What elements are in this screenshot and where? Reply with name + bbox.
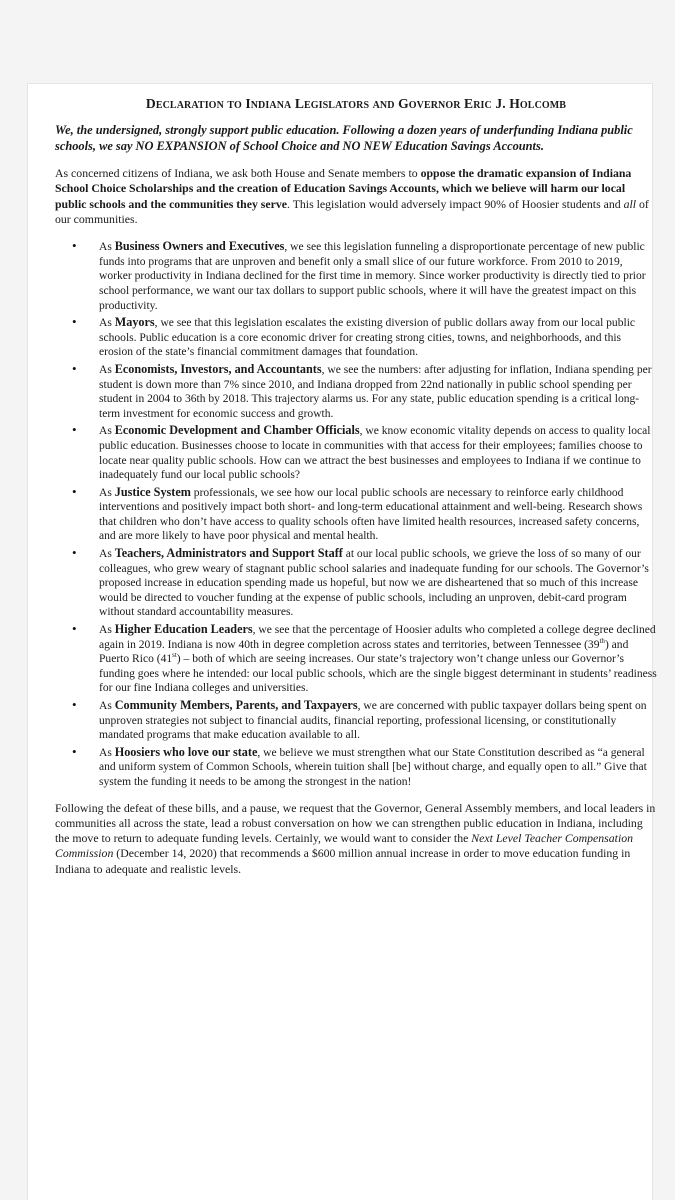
bullet-higher-education [99, 622, 657, 696]
bullet-lead: Economists, Investors, and Accountants [114, 361, 322, 376]
bullet-text: at our local public schools, we grieve the loss of so many of our colleagues, who grew weary of stagnant public school salaries and inadequate funding for our schools. The Governor’s proposed increase in education spending made us hopeful, but now we are disheartened that so much of this increase would be directed to voucher funding at the expense of public schools, including an unproven, debit-card program without standard accountability measures. [99, 548, 649, 619]
bullet-text: , we believe we must strengthen what our State Constitution described as “a general and uniform system of Common Schools, wherein tuition shall [be] without charge, and equally open to all.” Give that system the funding it needs to be among the strongest in the nation! [99, 746, 647, 788]
bullet-lead: Justice System [114, 484, 191, 499]
bullet-list [55, 239, 657, 789]
bullet-justice-system [99, 485, 657, 544]
opening-end: of our communities. [55, 196, 649, 226]
document-content [55, 96, 657, 889]
bullet-text: , we see that this legislation escalates the existing diversion of public dollars away from our local public schools. Public education is a core economic driver for creating strong cities, towns, and neighborhoods, and this erosion of the state’s financial commitment damages that foundation. [99, 317, 636, 359]
bullet-lead: Economic Development and Chamber Officials [114, 423, 360, 438]
closing-start: Following the defeat of these bills, and a pause, we request that the Governor, General Assembly members, and local leaders in communities all across the state, lead a robust conversation on how we can strengthen public education in Indiana, including the move to return to adequate funding levels. Certainly, we would want to consider the [55, 800, 656, 846]
closing-paragraph [55, 801, 657, 877]
bullet-lead: Community Members, Parents, and Taxpayers [114, 698, 358, 712]
closing-italic: Next Level Teacher Compensation Commission [55, 831, 634, 861]
bullet-community-members [99, 698, 657, 743]
bullet-lead: Higher Education Leaders [114, 622, 253, 637]
bullet-prefix: As [99, 548, 115, 561]
bullet-lead: Hoosiers who love our state [114, 744, 258, 759]
bullet-lead: Business Owners and Executives [114, 239, 285, 254]
ordinal-suffix: th [599, 636, 605, 645]
bullet-prefix: As [99, 317, 115, 330]
opening-paragraph [55, 166, 657, 227]
bullet-teachers [99, 546, 657, 620]
closing-end: (December 14, 2020) that recommends a $600 million annual increase in order to move education funding in Indiana to adequate and realistic levels. [55, 846, 631, 876]
bullet-text-b: ) and Puerto Rico (41 [99, 638, 629, 666]
bullet-prefix: As [99, 700, 115, 712]
bullet-text: , we know economic vitality depends on access to quality local public education. Businesses choose to locate in communities with that access for their employees; families choose to locate near quality public schools. How can we attract the best businesses and employees to Indiana if we continue to inadequately fund our local public schools? [99, 425, 651, 482]
bullet-prefix: As [99, 425, 115, 438]
opening-italic: all [623, 196, 637, 211]
document-title: Declaration to Indiana Legislators and Governor Eric J. Holcomb [145, 96, 567, 111]
bullet-economic-development [99, 423, 657, 482]
bullet-text: , we see this legislation funneling a disproportionate percentage of new public funds into programs that are unproven and benefit only a small slice of our future workforce. From 2010 to 2019, worker productivity in Indiana declined for the first time in memory. Since worker productivity is directly tied to prior school performance, we want our tax dollars to support public schools, where it will have the greatest impact on this productivity. [99, 241, 646, 312]
intro-statement: We, the undersigned, strongly support public education. Following a dozen years of underfunding Indiana public schools, we say NO EXPANSION of School Choice and NO NEW Education Savings Accounts. [55, 123, 633, 153]
bullet-hoosiers [99, 745, 657, 790]
bullet-text: , we see the numbers: after adjusting for inflation, Indiana spending per student is down more than 7% since 2010, and Indiana dropped from 22nd nationally in public school spending per student in 2004 to 36th by 2018. This trajectory alarms us. For any state, public education spending is a critical long-term investment for economic success and growth. [99, 363, 652, 420]
bullet-text: professionals, we see how our local public schools are necessary to reinforce early childhood interventions and positively impact both short- and long-term educational attainment and well-being. Research shows that children who don’t have access to quality schools often have limited health resources, increased safety concerns, and are more likely to have poor physical and mental health. [99, 486, 643, 543]
bullet-text-a: , we see that the percentage of Hoosier adults who completed a college degree declined again in 2019. Indiana is now 40th in degree completion across states and territories, between Tennessee (39 [99, 624, 656, 651]
bullet-business-owners [99, 239, 657, 313]
bullet-prefix: As [99, 746, 115, 759]
bullet-prefix: As [99, 363, 115, 376]
bullet-prefix: As [99, 241, 115, 254]
opening-start: As concerned citizens of Indiana, we ask both House and Senate members to [55, 166, 421, 180]
bullet-lead: Teachers, Administrators and Support Staff [114, 546, 343, 561]
bullet-text-c: ) – both of which are seeing increases. Our state’s trajectory won’t change unless our Governor’s funding goes where he intended: our local public schools, which are the single biggest determinant in students’ readiness for our fine Indiana colleges and universities. [99, 653, 657, 695]
bullet-mayors [99, 315, 657, 360]
bullet-prefix: As [99, 624, 115, 637]
ordinal-suffix: st [172, 651, 177, 660]
opening-after: . This legislation would adversely impact 90% of Hoosier students and [287, 196, 624, 211]
bullet-text: , we are concerned with public taxpayer dollars being spent on unproven strategies not subject to financial audits, financial reporting, professional licensing, or constitutionally mandated programs that make education available to all. [99, 700, 647, 742]
bullet-lead: Mayors [114, 315, 155, 330]
bullet-economists [99, 362, 657, 421]
bullet-prefix: As [99, 486, 115, 499]
opening-bold: oppose the dramatic expansion of Indiana School Choice Scholarships and the creation of Education Savings Accounts, which we believe will harm our local public schools and the communities they serve [55, 166, 632, 211]
